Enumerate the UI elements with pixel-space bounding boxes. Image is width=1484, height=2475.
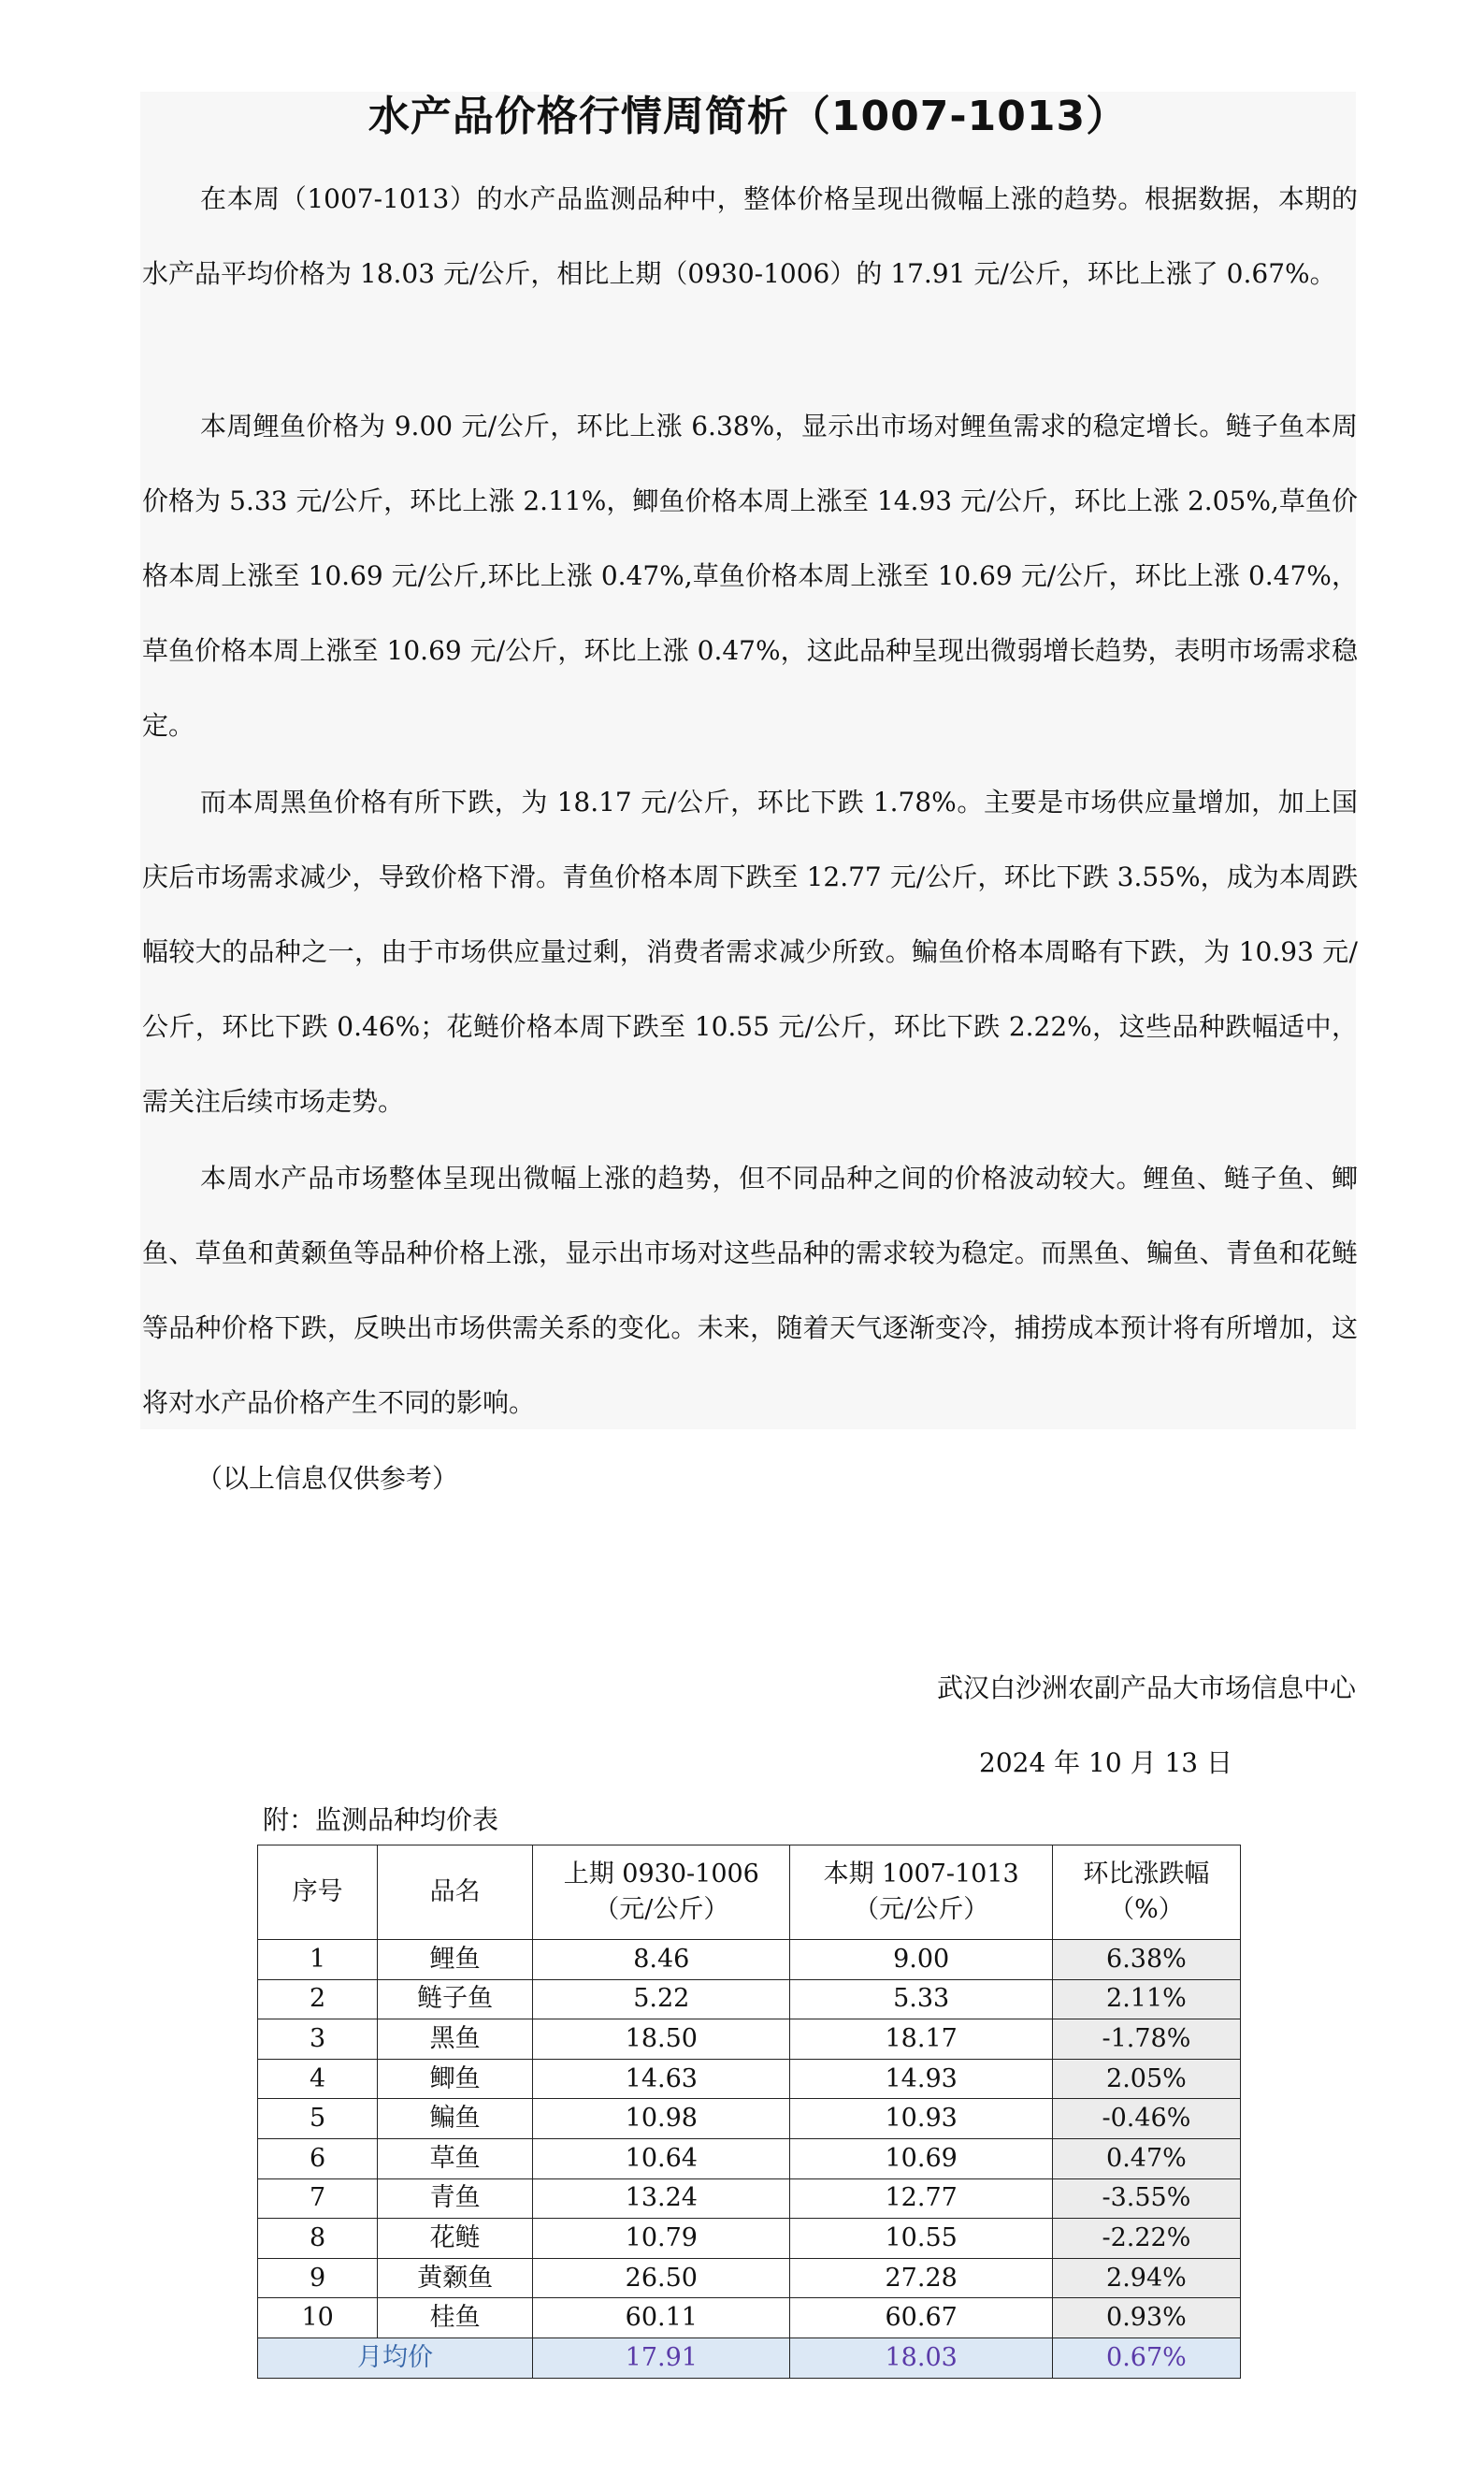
organization-name: 武汉白沙洲农副产品大市场信息中心 [936,1672,1356,1703]
table-row [258,2138,1241,2178]
table-row [258,2219,1241,2259]
paragraph-summary: 本周水产品市场整体呈现出微幅上涨的趋势，但不同品种之间的价格波动较大。鲤鱼、鲢子鱼、鲫鱼、草鱼和黄颡鱼等品种价格上涨，显示出市场对这些品种的需求较为稳定。而黑鱼、鳊鱼、青鱼和花鲢等品种价格下跌，反映出市场供需关系的变化。未来，随着天气逐渐变冷，捕捞成本预计将有所增加，这将对水产品价格产生不同的影响。 [142,1163,1358,1418]
cell-change: -1.78% [1052,2019,1240,2060]
cell-prev: 13.24 [533,2178,790,2219]
cell-curr: 10.93 [790,2099,1052,2139]
header-prev-period: 上期 0930-1006 [563,1860,759,1889]
cell-change: 2.94% [1052,2258,1240,2298]
cell-seq: 8 [258,2219,378,2259]
cell-name: 花鲢 [378,2219,533,2259]
cell-prev: 26.50 [533,2258,790,2298]
cell-name: 鲤鱼 [378,1940,533,1980]
average-row [258,2338,1241,2378]
cell-change: 2.05% [1052,2059,1240,2099]
header-name: 品名 [378,1845,533,1940]
page-title: 水产品价格行情周简析（1007-1013） [367,93,1129,140]
cell-curr: 27.28 [790,2258,1052,2298]
cell-curr: 60.67 [790,2298,1052,2338]
cell-prev: 5.22 [533,1979,790,2019]
paragraph-overview: 在本周（1007-1013）的水产品监测品种中，整体价格呈现出微幅上涨的趋势。根据数据，本期的水产品平均价格为 18.03 元/公斤，相比上期（0930-1006）的 17.91 元/公斤，环比上涨了 0.67%。 [142,183,1358,289]
cell-seq: 5 [258,2099,378,2139]
cell-seq: 10 [258,2298,378,2338]
cell-prev: 10.79 [533,2219,790,2259]
table-row [258,1979,1241,2019]
header-seq: 序号 [258,1845,378,1940]
price-table-header [258,1845,1241,1940]
appendix-caption: 附：监测品种均价表 [263,1804,499,1835]
average-label: 月均价 [258,2338,533,2378]
cell-curr: 10.55 [790,2219,1052,2259]
cell-curr: 10.69 [790,2138,1052,2178]
cell-name: 桂鱼 [378,2298,533,2338]
cell-change: -3.55% [1052,2178,1240,2219]
cell-prev: 10.98 [533,2099,790,2139]
disclaimer-note: （以上信息仅供参考） [196,1463,459,1494]
average-change: 0.67% [1052,2338,1240,2378]
table-row [258,2059,1241,2099]
cell-name: 黄颡鱼 [378,2258,533,2298]
cell-name: 黑鱼 [378,2019,533,2060]
price-table [257,1845,1241,2379]
cell-change: -2.22% [1052,2219,1240,2259]
cell-curr: 14.93 [790,2059,1052,2099]
cell-name: 鲢子鱼 [378,1979,533,2019]
cell-seq: 7 [258,2178,378,2219]
price-table-body [258,1940,1241,2379]
average-curr: 18.03 [790,2338,1052,2378]
table-row [258,2298,1241,2338]
cell-seq: 3 [258,2019,378,2060]
header-curr [790,1845,1052,1940]
header-change [1052,1845,1240,1940]
cell-change: -0.46% [1052,2099,1240,2139]
header-prev [533,1845,790,1940]
cell-prev: 8.46 [533,1940,790,1980]
cell-name: 鳊鱼 [378,2099,533,2139]
cell-name: 草鱼 [378,2138,533,2178]
cell-name: 鲫鱼 [378,2059,533,2099]
header-curr-period: 本期 1007-1013 [823,1860,1019,1889]
report-date: 2024 年 10 月 13 日 [979,1747,1233,1778]
table-row [258,1940,1241,1980]
table-row [258,2258,1241,2298]
cell-prev: 10.64 [533,2138,790,2178]
cell-curr: 9.00 [790,1940,1052,1980]
table-row [258,2019,1241,2060]
cell-change: 0.47% [1052,2138,1240,2178]
header-curr-unit: （元/公斤） [854,1895,989,1924]
cell-curr: 12.77 [790,2178,1052,2219]
average-prev: 17.91 [533,2338,790,2378]
table-row [258,2178,1241,2219]
header-prev-unit: （元/公斤） [594,1895,729,1924]
paragraph-rising: 本周鲤鱼价格为 9.00 元/公斤，环比上涨 6.38%，显示出市场对鲤鱼需求的稳定增长。鲢子鱼本周价格为 5.33 元/公斤，环比上涨 2.11%，鲫鱼价格本周上涨至 14.93 元/公斤，环比上涨 2.05%,草鱼价格本周上涨至 10.69 元/公斤,环比上涨 0.47%,草鱼价格本周上涨至 10.69 元/公斤，环比上涨 0.47%，草鱼价格本周上涨至 10.69 元/公斤，环比上涨 0.47%，这此品种呈现出微弱增长趋势，表明市场需求稳定。 [142,411,1358,741]
cell-prev: 14.63 [533,2059,790,2099]
cell-seq: 9 [258,2258,378,2298]
cell-curr: 18.17 [790,2019,1052,2060]
cell-change: 0.93% [1052,2298,1240,2338]
cell-seq: 4 [258,2059,378,2099]
table-row [258,2099,1241,2139]
cell-prev: 18.50 [533,2019,790,2060]
cell-curr: 5.33 [790,1979,1052,2019]
cell-prev: 60.11 [533,2298,790,2338]
cell-change: 6.38% [1052,1940,1240,1980]
cell-seq: 6 [258,2138,378,2178]
cell-name: 青鱼 [378,2178,533,2219]
cell-seq: 2 [258,1979,378,2019]
cell-change: 2.11% [1052,1979,1240,2019]
header-change-unit: （%） [1109,1895,1184,1924]
cell-seq: 1 [258,1940,378,1980]
header-change-label: 环比涨跌幅 [1083,1860,1210,1889]
paragraph-falling: 而本周黑鱼价格有所下跌，为 18.17 元/公斤，环比下跌 1.78%。主要是市场供应量增加，加上国庆后市场需求减少，导致价格下滑。青鱼价格本周下跌至 12.77 元/公斤，环比下跌 3.55%，成为本周跌幅较大的品种之一，由于市场供应量过剩，消费者需求减少所致。鳊鱼价格本周略有下跌，为 10.93 元/公斤，环比下跌 0.46%；花鲢价格本周下跌至 10.55 元/公斤，环比下跌 2.22%，这些品种跌幅适中，需关注后续市场走势。 [142,787,1358,1117]
